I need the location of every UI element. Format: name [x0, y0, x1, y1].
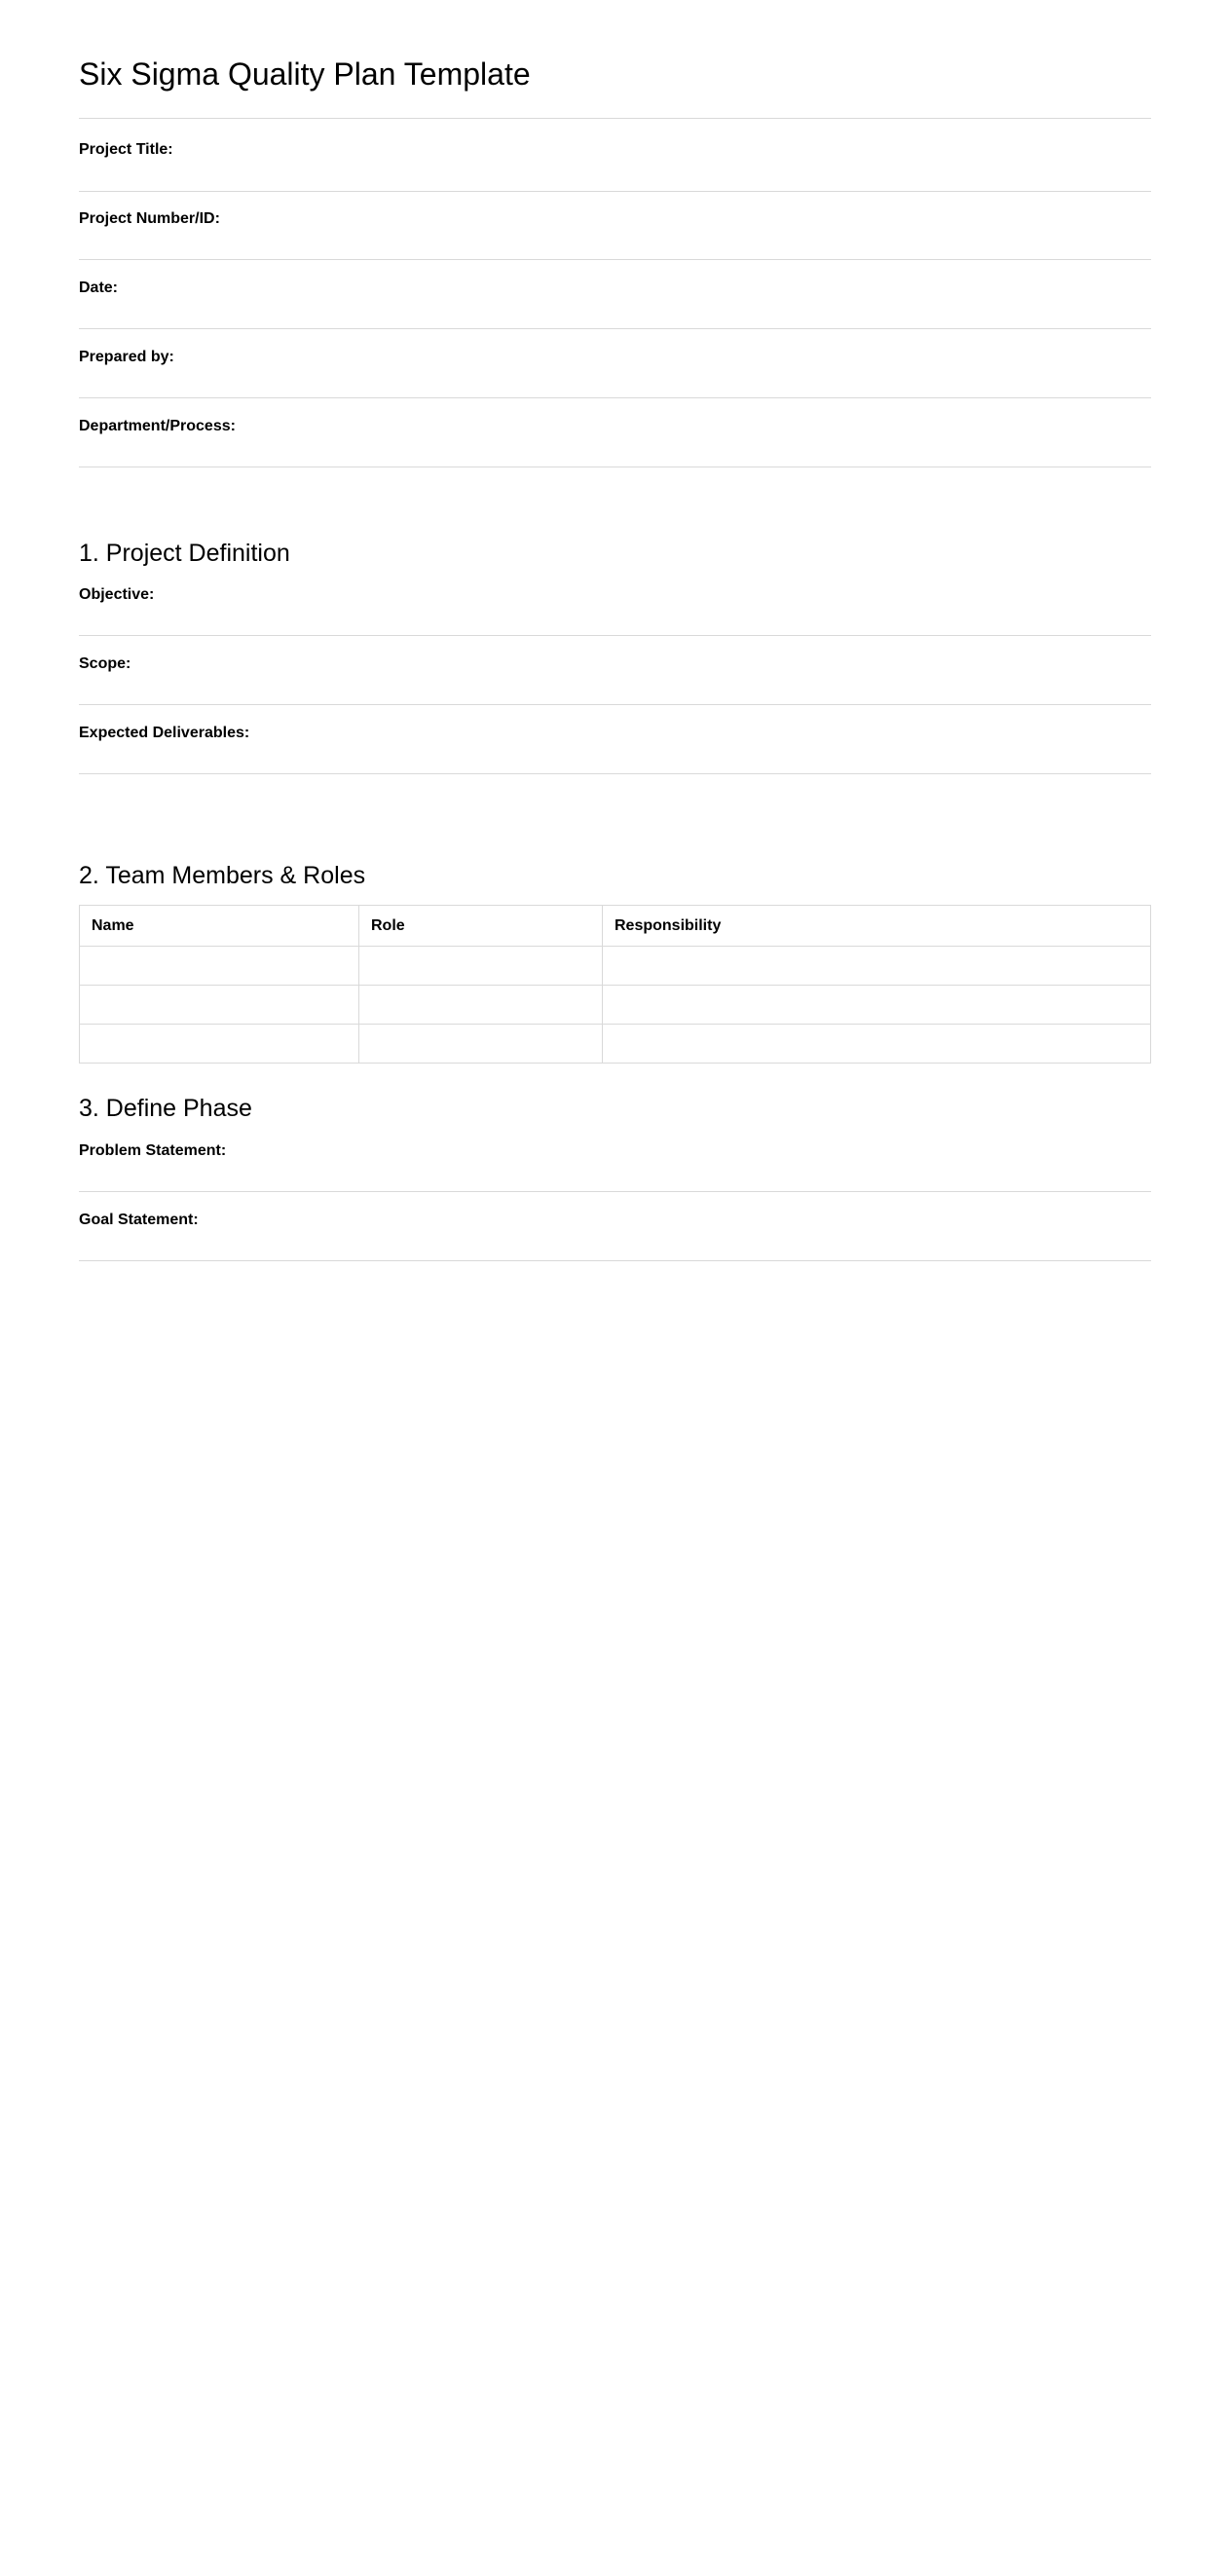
title-divider — [79, 118, 1151, 119]
table-row — [80, 986, 1151, 1025]
department-process-label: Department/Process: — [79, 418, 236, 434]
objective-field[interactable] — [79, 635, 1151, 636]
responsibility-cell[interactable] — [603, 947, 1151, 986]
responsibility-cell[interactable] — [603, 986, 1151, 1025]
date-field[interactable] — [79, 328, 1151, 329]
role-cell[interactable] — [359, 1025, 603, 1064]
prepared-by-field[interactable] — [79, 397, 1151, 398]
prepared-by-label: Prepared by: — [79, 349, 174, 365]
table-row — [80, 947, 1151, 986]
section-team-heading: 2. Team Members & Roles — [79, 862, 366, 889]
name-cell[interactable] — [80, 1025, 359, 1064]
project-number-label: Project Number/ID: — [79, 210, 220, 227]
name-cell[interactable] — [80, 947, 359, 986]
column-header-responsibility: Responsibility — [603, 906, 1151, 947]
table-header-row — [80, 906, 1151, 947]
goal-statement-label: Goal Statement: — [79, 1212, 199, 1228]
responsibility-cell[interactable] — [603, 1025, 1151, 1064]
scope-field[interactable] — [79, 704, 1151, 705]
team-members-table — [79, 905, 1151, 1064]
column-header-name: Name — [80, 906, 359, 947]
name-cell[interactable] — [80, 986, 359, 1025]
objective-label: Objective: — [79, 586, 155, 603]
document-title: Six Sigma Quality Plan Template — [79, 56, 531, 92]
scope-label: Scope: — [79, 655, 131, 672]
role-cell[interactable] — [359, 986, 603, 1025]
project-number-field[interactable] — [79, 259, 1151, 260]
project-title-field[interactable] — [79, 191, 1151, 192]
project-title-label: Project Title: — [79, 141, 173, 158]
goal-statement-field[interactable] — [79, 1260, 1151, 1261]
section-define-phase-heading: 3. Define Phase — [79, 1095, 252, 1122]
role-cell[interactable] — [359, 947, 603, 986]
problem-statement-label: Problem Statement: — [79, 1142, 227, 1159]
table-row — [80, 1025, 1151, 1064]
expected-deliverables-field[interactable] — [79, 773, 1151, 774]
section-project-definition-heading: 1. Project Definition — [79, 540, 290, 567]
expected-deliverables-label: Expected Deliverables: — [79, 725, 250, 741]
problem-statement-field[interactable] — [79, 1191, 1151, 1192]
date-label: Date: — [79, 280, 119, 296]
column-header-role: Role — [359, 906, 603, 947]
